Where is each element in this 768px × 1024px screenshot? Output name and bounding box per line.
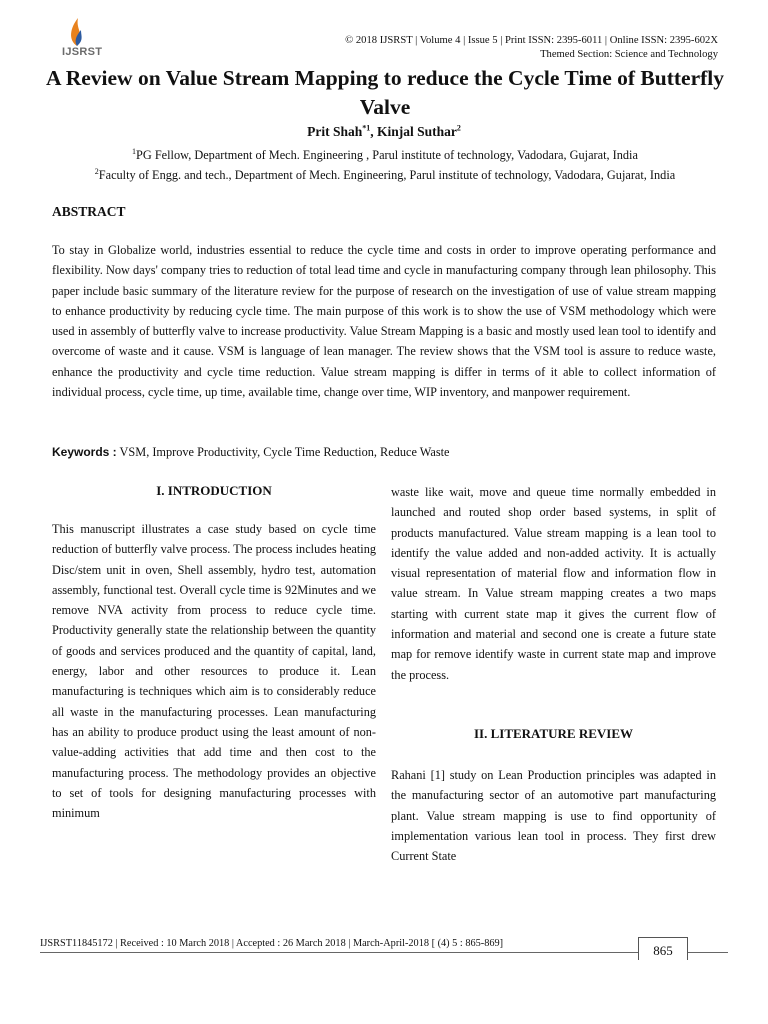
authors (0, 124, 768, 140)
author-2-sup: 2 (456, 123, 461, 133)
author-1-sup: *1 (362, 123, 371, 133)
abstract-text: To stay in Globalize world, industries essential to reduce the cycle time and costs in order to improve operating performance and flexibility. Now days' company tries to reduction of total lead time and cycle in manufacturing company through lean philosophy. This paper include basic summary of the literature review for the purpose of research on the investigation of use of value stream mapping to enhance productivity by reducing cycle time. The main purpose of this work is to show the use of VSM methodology which were used in assembly of butterfly valve to increase productivity. Value Stream Mapping is a basic and mostly used lean tool to identify and overcome of waste and it cause. VSM is language of lean manager. The review shows that the VSM tool is assure to reduce waste, enhance the productivity and cycle time reduction. Value stream mapping is differ in terms of it able to collect information of individual process, cycle time, up time, available time, change over time, WIP inventory, and manpower requirement. (52, 243, 716, 400)
affiliations (40, 145, 730, 185)
affiliation-2-sup: 2 (94, 166, 99, 176)
introduction-right-column: waste like wait, move and queue time normally embedded in launched and routed shop order based systems, in split of products manufactured. Value stream mapping is a lean tool to identify the value added and non-added activity. It is actually visual representation of material flow and information flow in value stream. In Value stream mapping creates a two maps starting with current state map it gives the current flow of information and material and second one is create a future state map for remove identify waste in current state map and improve the process. (391, 485, 716, 682)
footer-divider (40, 952, 728, 953)
author-2: Kinjal Suthar (376, 124, 457, 139)
paper-title: A Review on Value Stream Mapping to reduce the Cycle Time of Butterfly Valve (46, 66, 724, 119)
journal-logo (62, 14, 122, 62)
header-themed-section: Themed Section: Science and Technology (540, 49, 718, 60)
literature-review-text: Rahani [1] study on Lean Production principles was adapted in the manufacturing sector of an automotive part manufacturing plant. Value stream mapping is use to find opportunity of implementation various lean tool in process. They first drew Current State (391, 768, 716, 864)
flame-logo-icon (62, 14, 122, 48)
section-literature-review-heading: II. LITERATURE REVIEW (473, 726, 634, 741)
introduction-left-column: This manuscript illustrates a case study based on cycle time reduction of butterfly valve process. The process includes heating Disc/stem unit in oven, Shell assembly, hydro test, automation assembly, functional test. Overall cycle time is 92Minutes and we remove NVA activity from process to reduce cycle time. Productivity generally state the relationship between the quantity of goods and services produced and the quantity of capital, land, energy, labor and other resources to produce it. Lean manufacturing is techniques which aim is to considerably reduce all waste in the manufacturing processes. Lean manufacturing has an ability to produce product using the least amount of non-value-adding activities that add time and then cost to the manufacturing process. The methodology provides an objective to set of tools for designing manufacturing processes with minimum (52, 522, 376, 821)
section-introduction-heading: I. INTRODUCTION (156, 483, 272, 498)
journal-header (345, 34, 718, 62)
affiliation-2-text: Faculty of Engg. and tech., Department of Mech. Engineering, Parul institute of technology, Vadodara, Gujarat, India (98, 168, 676, 182)
header-issue-info: © 2018 IJSRST | Volume 4 | Issue 5 | Print ISSN: 2395-6011 | Online ISSN: 2395-602X (345, 35, 718, 46)
author-separator: , (370, 124, 377, 139)
author-1: Prit Shah (307, 124, 363, 139)
affiliation-1-sup: 1 (132, 146, 137, 156)
keywords-text: VSM, Improve Productivity, Cycle Time Reduction, Reduce Waste (116, 445, 450, 459)
footer-citation: IJSRST11845172 | Received : 10 March 2018 | Accepted : 26 March 2018 | March-April-2018 [ (4) 5 : 865-869] (40, 938, 504, 949)
logo-text: IJSRST (62, 46, 103, 58)
affiliation-2 (40, 165, 730, 185)
page-number: 865 (638, 937, 688, 960)
keywords-label: Keywords : (52, 445, 117, 459)
affiliation-1 (40, 145, 730, 165)
abstract-heading: ABSTRACT (52, 204, 126, 219)
keywords (52, 445, 450, 460)
affiliation-1-text: PG Fellow, Department of Mech. Engineering , Parul institute of technology, Vadodara, Gujarat, India (136, 148, 638, 162)
